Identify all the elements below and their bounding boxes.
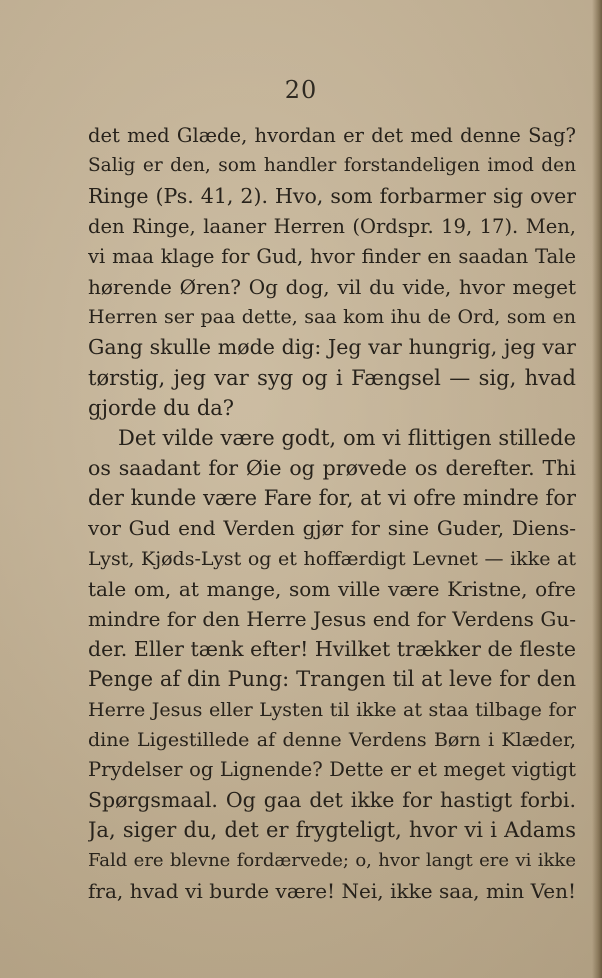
page-edge-shadow bbox=[592, 0, 602, 978]
text-line: Salig er den, som handler forstandeligen imod den bbox=[88, 155, 576, 177]
text-line: den Ringe, laaner Herren (Ordspr. 19, 17). Men, bbox=[88, 214, 576, 238]
text-line: hørende Øren? Og dog, vil du vide, hvor meget bbox=[88, 274, 576, 299]
text-line: Fald ere blevne fordærvede; o, hvor langt ere vi ikke bbox=[88, 849, 576, 871]
text-line: Herren ser paa dette, saa kom ihu de Ord, som en bbox=[88, 306, 576, 329]
page-number: 20 bbox=[284, 76, 318, 104]
text-line: vor Gud end Verden gjør for sine Guder, Diens- bbox=[88, 516, 576, 541]
text-line: mindre for den Herre Jesus end for Verdens Gu- bbox=[88, 607, 576, 631]
text-line: Spørgsmaal. Og gaa det ikke for hastigt forbi. bbox=[88, 788, 576, 813]
text-line-paragraph-start: Det vilde være godt, om vi flittigen stillede bbox=[118, 425, 576, 450]
text-line: Penge af din Pung: Trangen til at leve for den bbox=[88, 667, 576, 692]
text-line: dine Ligestillede af denne Verdens Børn i Klæder, bbox=[88, 728, 576, 751]
text-line: fra, hvad vi burde være! Nei, ikke saa, min Ven! bbox=[88, 878, 576, 903]
text-line: Gang skulle møde dig: Jeg var hungrig, jeg var bbox=[88, 335, 576, 360]
text-line: Lyst, Kjøds-Lyst og et hoffærdigt Levnet — ikke at bbox=[88, 547, 576, 570]
text-line: tale om, at mange, som ville være Kristne, ofre bbox=[88, 576, 576, 601]
text-line: tørstig, jeg var syg og i Fængsel — sig, hvad bbox=[88, 365, 576, 390]
text-line: os saadant for Øie og prøvede os derefter. Thi bbox=[88, 456, 576, 481]
text-line: Prydelser og Lignende? Dette er et meget vigtigt bbox=[88, 757, 576, 781]
text-line: Ja, siger du, det er frygteligt, hvor vi i Adams bbox=[88, 818, 576, 843]
text-line: gjorde du da? bbox=[88, 395, 235, 420]
text-line: det med Glæde, hvordan er det med denne Sag? bbox=[88, 124, 576, 147]
text-line: der kunde være Fare for, at vi ofre mindre for bbox=[88, 486, 576, 511]
text-line: der. Eller tænk efter! Hvilket trækker de fleste bbox=[88, 637, 576, 662]
text-line: vi maa klage for Gud, hvor finder en saadan Tale bbox=[88, 244, 576, 268]
text-line: Ringe (Ps. 41, 2). Hvo, som forbarmer sig over bbox=[88, 184, 576, 209]
text-line: Herre Jesus eller Lysten til ikke at staa tilbage for bbox=[88, 698, 576, 721]
body-text bbox=[88, 121, 576, 906]
